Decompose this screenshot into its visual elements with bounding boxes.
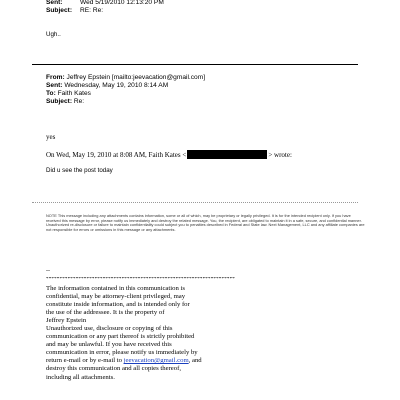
disclaimer-line: Jeffrey Epstein [46, 317, 87, 325]
quoted-yes: yes [46, 133, 56, 141]
sent-label: Sent: [46, 0, 63, 6]
disclaimer-dashes: -- [46, 268, 50, 274]
on-wrote-line [46, 150, 292, 160]
quoted-subject-row [46, 98, 84, 106]
subject-value: RE: Re: [80, 7, 104, 14]
quoted-subject-value: Re: [73, 98, 85, 105]
quoted-to-row [46, 90, 91, 98]
on-wrote-suffix: > wrote: [268, 151, 292, 159]
to-value: Faith Kates [57, 90, 91, 97]
on-wrote-prefix: On Wed, May 19, 2010 at 8:08 AM, Faith Kates < [46, 151, 187, 159]
disclaimer-text [46, 285, 202, 382]
disclaimer-line: communication in error, please notify us immediately by [46, 349, 198, 357]
separator-rule [32, 64, 358, 65]
from-value: Jeffrey Epstein [mailto:jeevacation@gmail.com] [66, 74, 206, 81]
disclaimer-line: and may be unlawful. If you have received this [46, 341, 172, 349]
quoted-sent-value: Wednesday, May 19, 2010 8:14 AM [64, 82, 169, 89]
quoted-subject-label: Subject: [46, 98, 73, 105]
quoted-question: Did u see the post today [46, 167, 113, 174]
email-suffix: , and [188, 357, 202, 365]
dotted-separator [32, 202, 358, 203]
disclaimer-line: communication or any part thereof is strictly prohibited [46, 333, 195, 341]
top-subject-row [46, 7, 103, 15]
quoted-sent-label: Sent: [46, 82, 63, 89]
disclaimer-line: destroy this communication and all copies thereof, [46, 365, 182, 373]
from-label: From: [46, 74, 65, 81]
disclaimer-stars: ********************************************************************** [46, 277, 235, 282]
disclaimer-line: The information contained in this communication is [46, 285, 185, 292]
reply-body: Ugh.. [46, 31, 61, 38]
subject-label: Subject: [46, 7, 73, 14]
email-prefix: return e-mail or by e-mail to [46, 357, 124, 365]
disclaimer-line: the use of the addressee. It is the property of [46, 309, 165, 317]
quoted-from-row [46, 74, 205, 82]
disclaimer-line: constitute inside information, and is intended only for [46, 301, 190, 309]
disclaimer-line: including all attachments. [46, 373, 115, 381]
legal-notice: NOTE This message including any attachments contains information, some or all of which, may be proprietary or legally privileged. It is for the intended recipient only. If you have received this message by error, please notify us immediately and destroy the related message. You, the recipient, are obligated to maintain it in a safe, secure, and confidential manner. Unauthorized re-disclosure or failure to maintain confidentiality could subject you to penalties described in Federal and State law. Next Management, LLC and any affiliate companies are not responsible for errors or omissions in this message or any attachments. [46, 213, 365, 232]
disclaimer-line: confidential, may be attorney-client privileged, may [46, 293, 186, 301]
sent-value: Wed 5/19/2010 12:13:20 PM [80, 0, 164, 6]
email-link[interactable]: jeevacation@gmail.com [123, 357, 189, 365]
quoted-sent-row [46, 82, 168, 90]
top-sent-row [46, 0, 164, 7]
disclaimer-line: Unauthorized use, disclosure or copying of this [46, 325, 173, 333]
redaction-block [187, 150, 267, 159]
disclaimer-email-line [46, 357, 202, 365]
to-label: To: [46, 90, 56, 97]
